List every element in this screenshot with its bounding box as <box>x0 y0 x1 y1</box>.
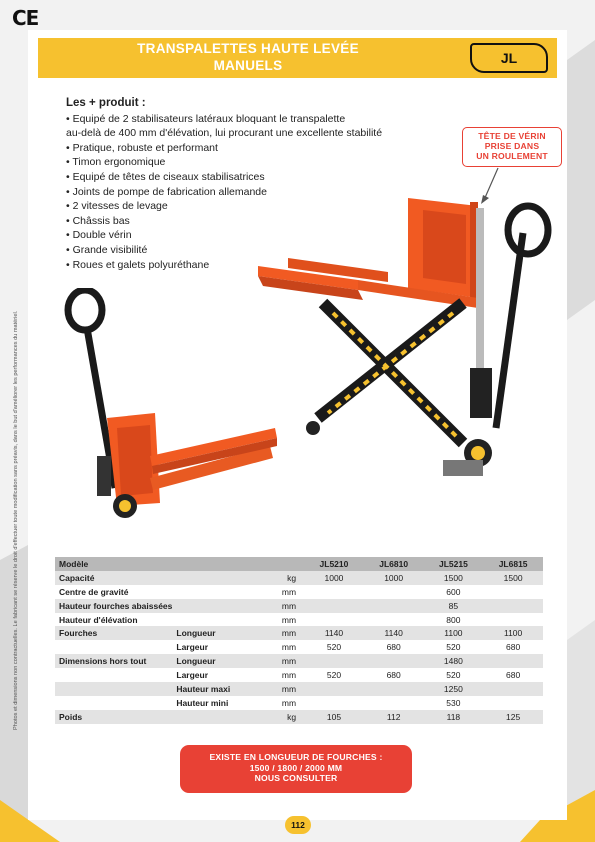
table-cell: Longueur <box>174 654 255 668</box>
table-cell: mm <box>255 682 304 696</box>
table-cell <box>304 585 364 599</box>
feature-item: • Equipé de 2 stabilisateurs latéraux bloquant le transpalette <box>66 112 426 127</box>
table-cell: Largeur <box>176 670 209 681</box>
cylinder-head-callout <box>462 127 562 167</box>
specifications-table <box>55 557 543 724</box>
table-cell: 800 <box>446 614 461 625</box>
table-cell <box>55 696 174 710</box>
table-cell: 85 <box>424 599 484 613</box>
table-cell: Largeur <box>176 642 209 653</box>
table-cell <box>174 710 255 724</box>
feature-item: • Joints de pompe de fabrication allemande <box>66 185 426 200</box>
table-cell: Capacité <box>55 571 174 585</box>
table-cell: 118 <box>424 710 484 724</box>
table-cell: 520 <box>326 670 342 681</box>
feature-item: • Pratique, robuste et performant <box>66 141 426 156</box>
page-title <box>38 40 458 74</box>
table-cell: 600 <box>446 586 461 597</box>
banner-line-1: EXISTE EN LONGUEUR DE FOURCHES : <box>209 752 383 762</box>
table-header-cell: JL5210 <box>304 557 364 571</box>
table-cell <box>304 599 364 613</box>
table-cell <box>55 668 174 682</box>
high-lift-pallet-truck-raised-image <box>238 188 568 498</box>
table-cell: 1500 <box>424 571 484 585</box>
table-row <box>55 654 543 668</box>
table-cell: kg <box>255 710 304 724</box>
disclaimer-note: Photos et dimensions non contractuelles. Le fabricant se réserve le droit d'effectuer toute modification sans préavis, dans le but d'améliorer les performances du matériel. <box>13 310 19 730</box>
table-cell: 125 <box>483 710 543 724</box>
high-lift-pallet-truck-lowered-image <box>55 288 285 528</box>
feature-item-continuation: au-delà de 400 mm d'élévation, lui procurant une excellente stabilité <box>66 127 383 140</box>
features-title: Les + produit : <box>66 97 146 109</box>
table-cell: Hauteur fourches abaissées <box>55 599 174 613</box>
table-header-row <box>55 557 543 571</box>
table-cell: 680 <box>386 670 401 681</box>
ce-mark: CE <box>12 6 39 30</box>
table-cell <box>304 613 364 627</box>
table-cell: mm <box>255 626 304 640</box>
table-cell: Hauteur maxi <box>174 682 255 696</box>
title-line-2: MANUELS <box>213 58 283 73</box>
table-header-cell: JL6815 <box>483 557 543 571</box>
table-cell: Longueur <box>174 626 255 640</box>
fork-length-banner <box>180 745 412 793</box>
table-cell <box>483 599 543 613</box>
table-cell: 1250 <box>424 682 484 696</box>
table-row <box>55 585 543 599</box>
table-header-cell: Modèle <box>55 557 174 571</box>
series-badge: JL <box>470 43 548 73</box>
table-cell <box>364 696 424 710</box>
table-row <box>55 571 543 585</box>
table-cell: 520 <box>326 642 342 653</box>
table-cell: 112 <box>364 710 424 724</box>
table-row <box>55 613 543 627</box>
table-cell: 1140 <box>364 626 424 640</box>
table-cell <box>483 696 543 710</box>
table-cell: mm <box>255 599 304 613</box>
table-cell <box>364 654 424 668</box>
table-cell: 1100 <box>483 626 543 640</box>
table-cell <box>304 696 364 710</box>
title-line-1: TRANSPALETTES HAUTE LEVÉE <box>137 41 359 56</box>
table-cell: Hauteur d'élévation <box>59 614 138 625</box>
table-row <box>55 696 543 710</box>
table-row <box>55 599 543 613</box>
callout-line-2: PRISE DANS <box>484 141 540 151</box>
table-cell: mm <box>281 697 297 708</box>
table-cell: 520 <box>446 642 461 653</box>
table-cell <box>364 585 424 599</box>
table-cell <box>364 613 424 627</box>
feature-item: • Timon ergonomique <box>66 155 426 170</box>
table-cell <box>174 599 255 613</box>
table-cell: mm <box>281 586 297 597</box>
table-cell <box>483 613 543 627</box>
table-cell: mm <box>281 670 297 681</box>
feature-item: • Grande visibilité <box>66 243 426 258</box>
table-cell <box>55 682 174 696</box>
table-cell: Fourches <box>55 626 174 640</box>
table-row <box>55 626 543 640</box>
table-cell: 680 <box>506 642 521 653</box>
callout-line-1: TÊTE DE VÉRIN <box>478 131 546 141</box>
table-cell: Poids <box>55 710 174 724</box>
table-cell: Dimensions hors tout <box>55 654 174 668</box>
table-cell <box>304 682 364 696</box>
page-number: 112 <box>285 816 311 834</box>
table-cell: kg <box>255 571 304 585</box>
banner-line-2: 1500 / 1800 / 2000 MM <box>249 762 343 773</box>
table-cell: mm <box>281 614 297 625</box>
table-cell: 680 <box>386 642 401 653</box>
table-cell <box>483 654 543 668</box>
table-cell <box>304 654 364 668</box>
table-row <box>55 640 543 654</box>
feature-item: • 2 vitesses de levage <box>66 199 426 214</box>
table-cell <box>364 682 424 696</box>
table-cell: Centre de gravité <box>59 586 129 597</box>
table-row <box>55 668 543 682</box>
table-cell <box>483 585 543 599</box>
table-cell: 530 <box>446 697 461 708</box>
table-cell: 680 <box>506 670 521 681</box>
table-row <box>55 710 543 724</box>
table-cell <box>364 599 424 613</box>
feature-item: • Châssis bas <box>66 214 426 229</box>
table-cell: Hauteur mini <box>176 697 229 708</box>
table-cell <box>174 571 255 585</box>
feature-item: • Equipé de têtes de ciseaux stabilisatrices <box>66 170 426 185</box>
table-header-cell: JL5215 <box>424 557 484 571</box>
table-cell <box>174 585 255 599</box>
callout-line-3: UN ROULEMENT <box>476 151 548 161</box>
table-cell: 1000 <box>304 571 364 585</box>
table-cell: 1480 <box>424 654 484 668</box>
table-cell: 1000 <box>364 571 424 585</box>
table-cell: mm <box>281 642 297 653</box>
table-row <box>55 682 543 696</box>
table-cell: 1500 <box>483 571 543 585</box>
table-cell <box>174 613 255 627</box>
table-cell: 520 <box>446 670 461 681</box>
feature-item: • Double vérin <box>66 228 426 243</box>
feature-item: • Roues et galets polyuréthane <box>66 258 426 273</box>
table-cell: 1100 <box>424 626 484 640</box>
table-header-cell <box>255 557 304 571</box>
table-header-cell: JL6810 <box>364 557 424 571</box>
table-cell <box>483 682 543 696</box>
banner-line-3: NOUS CONSULTER <box>254 773 338 783</box>
table-cell: mm <box>255 654 304 668</box>
table-header-cell <box>174 557 255 571</box>
table-cell: 105 <box>304 710 364 724</box>
table-cell <box>55 640 174 654</box>
table-cell: 1140 <box>304 626 364 640</box>
